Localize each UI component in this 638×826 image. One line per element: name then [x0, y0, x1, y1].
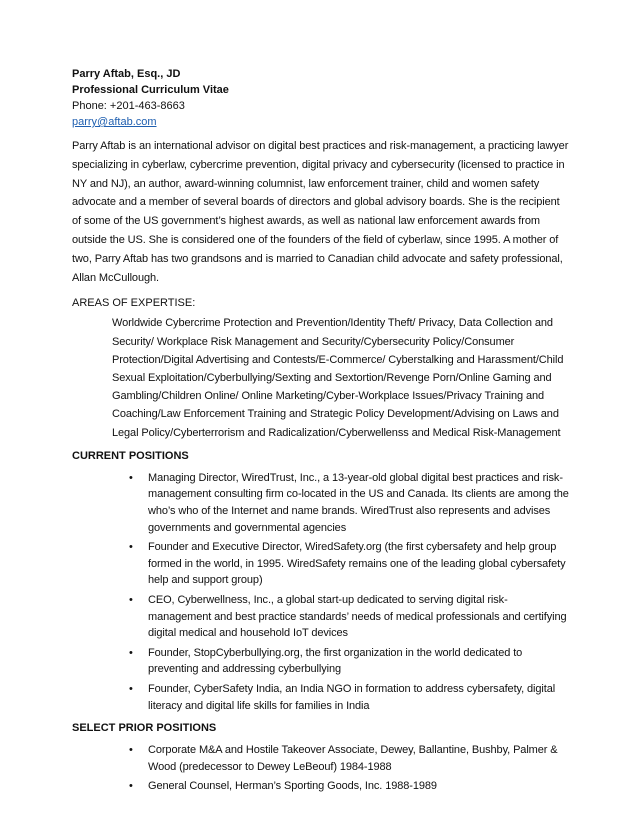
prior-positions-heading: SELECT PRIOR POSITIONS	[72, 722, 217, 735]
email-link[interactable]: parry@aftab.com	[72, 116, 157, 128]
current-positions-heading: CURRENT POSITIONS	[72, 449, 189, 462]
list-item: • Founder, CyberSafety India, an India NGO in formation to address cybersafety, digital literacy and digital life skills for families in India	[129, 682, 556, 712]
phone-number: Phone: +201-463-8663	[72, 100, 185, 112]
author-name: Parry Aftab, Esq., JD	[72, 68, 181, 80]
bio-paragraph: Parry Aftab is an international advisor on digital best practices and risk-management, a practicing lawyer specializing in cyberlaw, cybercrime prevention, digital privacy and cybersecurity (licensed to practice in NY and NJ), an author, award-winning columnist, law enforcement trainer, child and women safety advocate and a member of several boards of directors and global advisory boards. She is the recipient of some of the US government’s highest awards, as well as national law enforcement awards from outside the US. She is considered one of the founders of the field of cyberlaw, since 1995. A mother of two, Parry Aftab has two grandsons and is married to Canadian child advocate and safety professional, Allan McCullough.	[72, 140, 569, 284]
prior-positions-list	[72, 742, 570, 795]
bullet-icon: •	[129, 780, 133, 793]
bullet-icon: •	[129, 682, 133, 695]
expertise-text: Worldwide Cybercrime Protection and Prevention/Identity Theft/ Privacy, Data Collection and Security/ Workplace Risk Management and Security/Cybersecurity Policy/Consumer Protection/Digital Advertising and Contests/E-Commerce/ Cyberstalking and Harassment/Child Sexual Exploitation/Cyberbullying/Sexting and Sextortion/Revenge Porn/Online Gaming and Gambling/Children Online/ Online Marketing/Cyber-Workplace Issues/Privacy Training and Coaching/Law Enforcement Training and Strategic Policy Development/Advising on Laws and Legal Policy/Cyberterrorism and Radicalization/Cyberwellenss and Medical Risk-Management	[112, 317, 564, 439]
list-item: • General Counsel, Herman’s Sporting Goods, Inc. 1988-1989	[148, 778, 570, 795]
current-positions-list	[72, 470, 570, 714]
expertise-label: AREAS OF EXPERTISE:	[72, 297, 196, 310]
list-item: • Founder and Executive Director, WiredSafety.org (the first cybersafety and help group formed in the world, in 1995. WiredSafety remains one of the leading global cybersafety help and support group)	[129, 541, 566, 587]
list-item: • Corporate M&A and Hostile Takeover Associate, Dewey, Ballantine, Bushby, Palmer & Wood (predecessor to Dewey LeBeouf) 1984-1988	[129, 744, 558, 773]
bullet-icon: •	[129, 593, 133, 606]
bullet-icon: •	[129, 744, 133, 757]
list-item: • Founder, StopCyberbullying.org, the first organization in the world dedicated to preventing and addressing cyberbullying	[129, 646, 523, 676]
bullet-icon: •	[129, 541, 133, 554]
document-title: Professional Curriculum Vitae	[72, 84, 229, 96]
bullet-icon: •	[129, 471, 133, 484]
list-item: • Managing Director, WiredTrust, Inc., a 13-year-old global digital best practices and risk-management consulting firm co-located in the US and Canada. Its clients are among the who’s who of the Internet and name brands. WiredTrust also represents and advises governments and governmental agencies	[129, 471, 569, 534]
bullet-icon: •	[129, 646, 133, 659]
list-item: • CEO, Cyberwellness, Inc., a global start-up dedicated to serving digital risk-management and best practice standards’ needs of medical professionals and certifying digital medical and household IoT devices	[129, 593, 567, 640]
